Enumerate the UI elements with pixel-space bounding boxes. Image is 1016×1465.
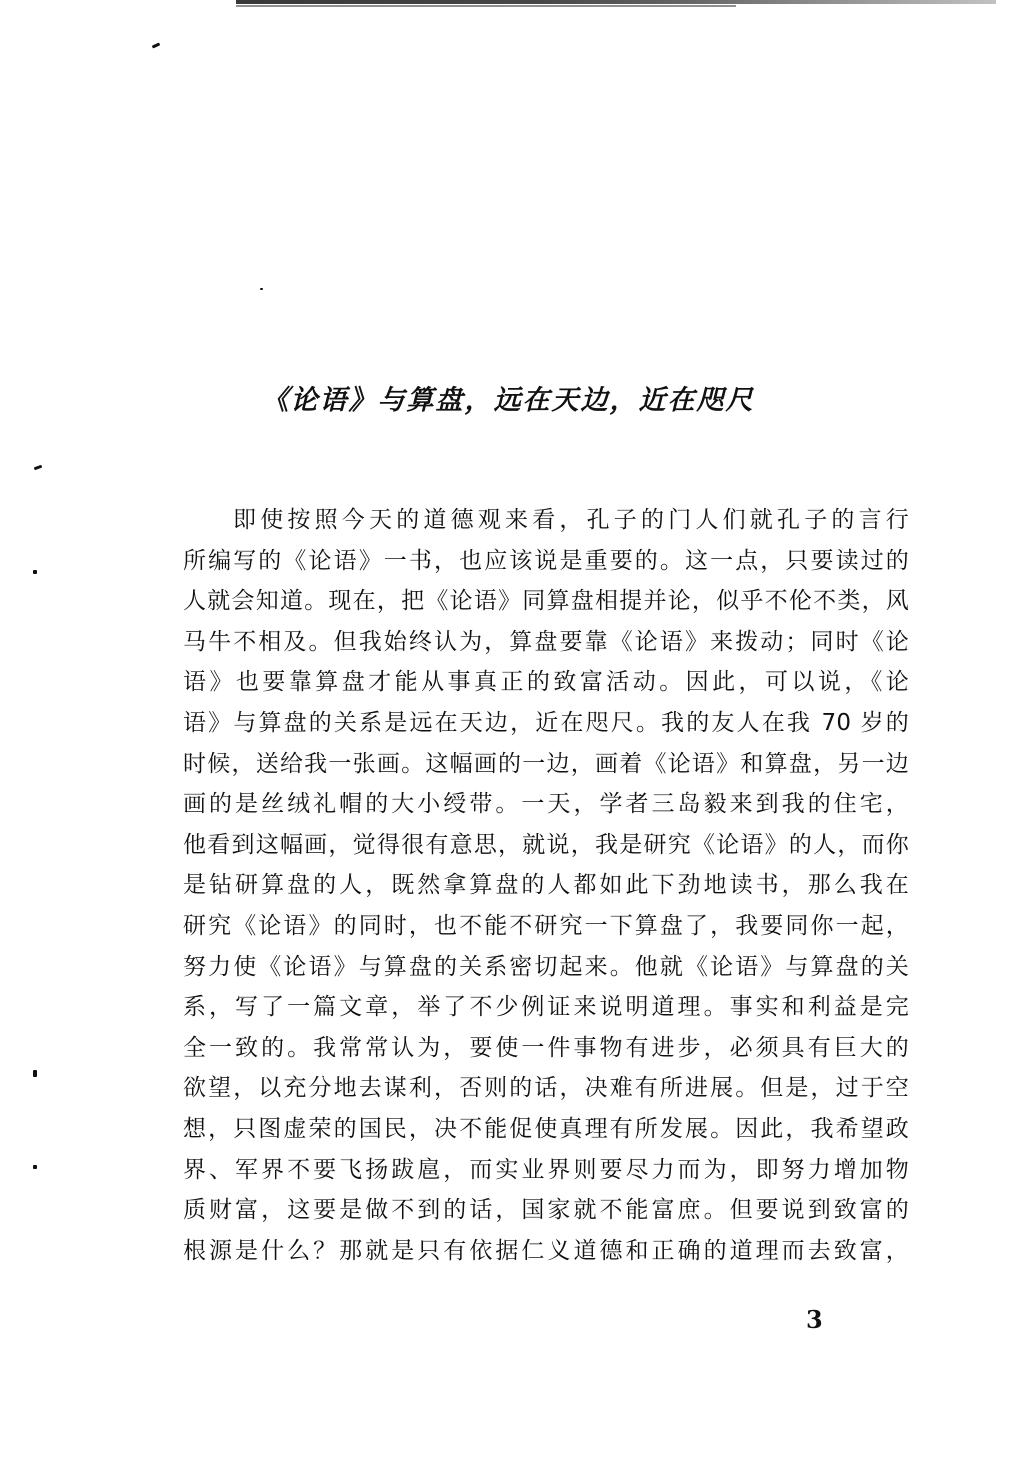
page-number: 3 xyxy=(806,1305,823,1334)
scan-speck xyxy=(33,1070,37,1077)
text-line: 语》与算盘的关系是远在天边，近在咫尺。我的友人在我 70 岁的 xyxy=(183,709,909,736)
text-line: 马牛不相及。但我始终认为，算盘要靠《论语》来拨动；同时《论 xyxy=(183,628,909,655)
text-line: 他看到这幅画，觉得很有意思，就说，我是研究《论语》的人，而你 xyxy=(183,831,909,858)
text-line: 想，只图虚荣的国民，决不能促使真理有所发展。因此，我希望政 xyxy=(183,1115,909,1142)
scan-edge-artifact xyxy=(236,5,736,7)
text-line: 界、军界不要飞扬跋扈，而实业界则要尽力而为，即努力增加物 xyxy=(183,1156,909,1183)
text-line: 人就会知道。现在，把《论语》同算盘相提并论，似乎不伦不类，风 xyxy=(183,588,909,615)
scan-speck xyxy=(34,465,43,471)
scan-speck xyxy=(33,570,37,574)
text-line: 是钻研算盘的人，既然拿算盘的人都如此下劲地读书，那么我在 xyxy=(183,872,909,899)
text-line: 画的是丝绒礼帽的大小绶带。一天，学者三岛毅来到我的住宅， xyxy=(183,791,909,818)
text-line: 系，写了一篇文章，举了不少例证来说明道理。事实和利益是完 xyxy=(183,994,909,1021)
text-line: 努力使《论语》与算盘的关系密切起来。他就《论语》与算盘的关 xyxy=(183,953,909,980)
text-line: 时候，送给我一张画。这幅画的一边，画着《论语》和算盘，另一边 xyxy=(183,750,909,777)
text-line: 质财富，这要是做不到的话，国家就不能富庶。但要说到致富的 xyxy=(183,1197,909,1224)
scan-speck xyxy=(33,1165,37,1169)
text-line: 根源是什么？那就是只有依据仁义道德和正确的道理而去致富， xyxy=(183,1237,909,1264)
text-line: 即使按照今天的道德观来看，孔子的门人们就孔子的言行 xyxy=(233,507,909,533)
scan-edge-artifact xyxy=(236,0,996,4)
text-line: 研究《论语》的同时，也不能不研究一下算盘了，我要同你一起， xyxy=(183,912,909,939)
scan-speck xyxy=(260,288,263,290)
chapter-title: 《论语》与算盘，远在天边，近在咫尺 xyxy=(261,385,755,416)
text-line: 语》也要靠算盘才能从事真正的致富活动。因此，可以说，《论 xyxy=(183,669,909,696)
body-paragraph xyxy=(183,500,909,1271)
text-line: 所编写的《论语》一书，也应该说是重要的。这一点，只要读过的 xyxy=(183,547,909,574)
scan-speck xyxy=(152,42,161,48)
text-line: 全一致的。我常常认为，要使一件事物有进步，必须具有巨大的 xyxy=(183,1034,909,1061)
text-line: 欲望，以充分地去谋利，否则的话，决难有所进展。但是，过于空 xyxy=(183,1075,909,1102)
